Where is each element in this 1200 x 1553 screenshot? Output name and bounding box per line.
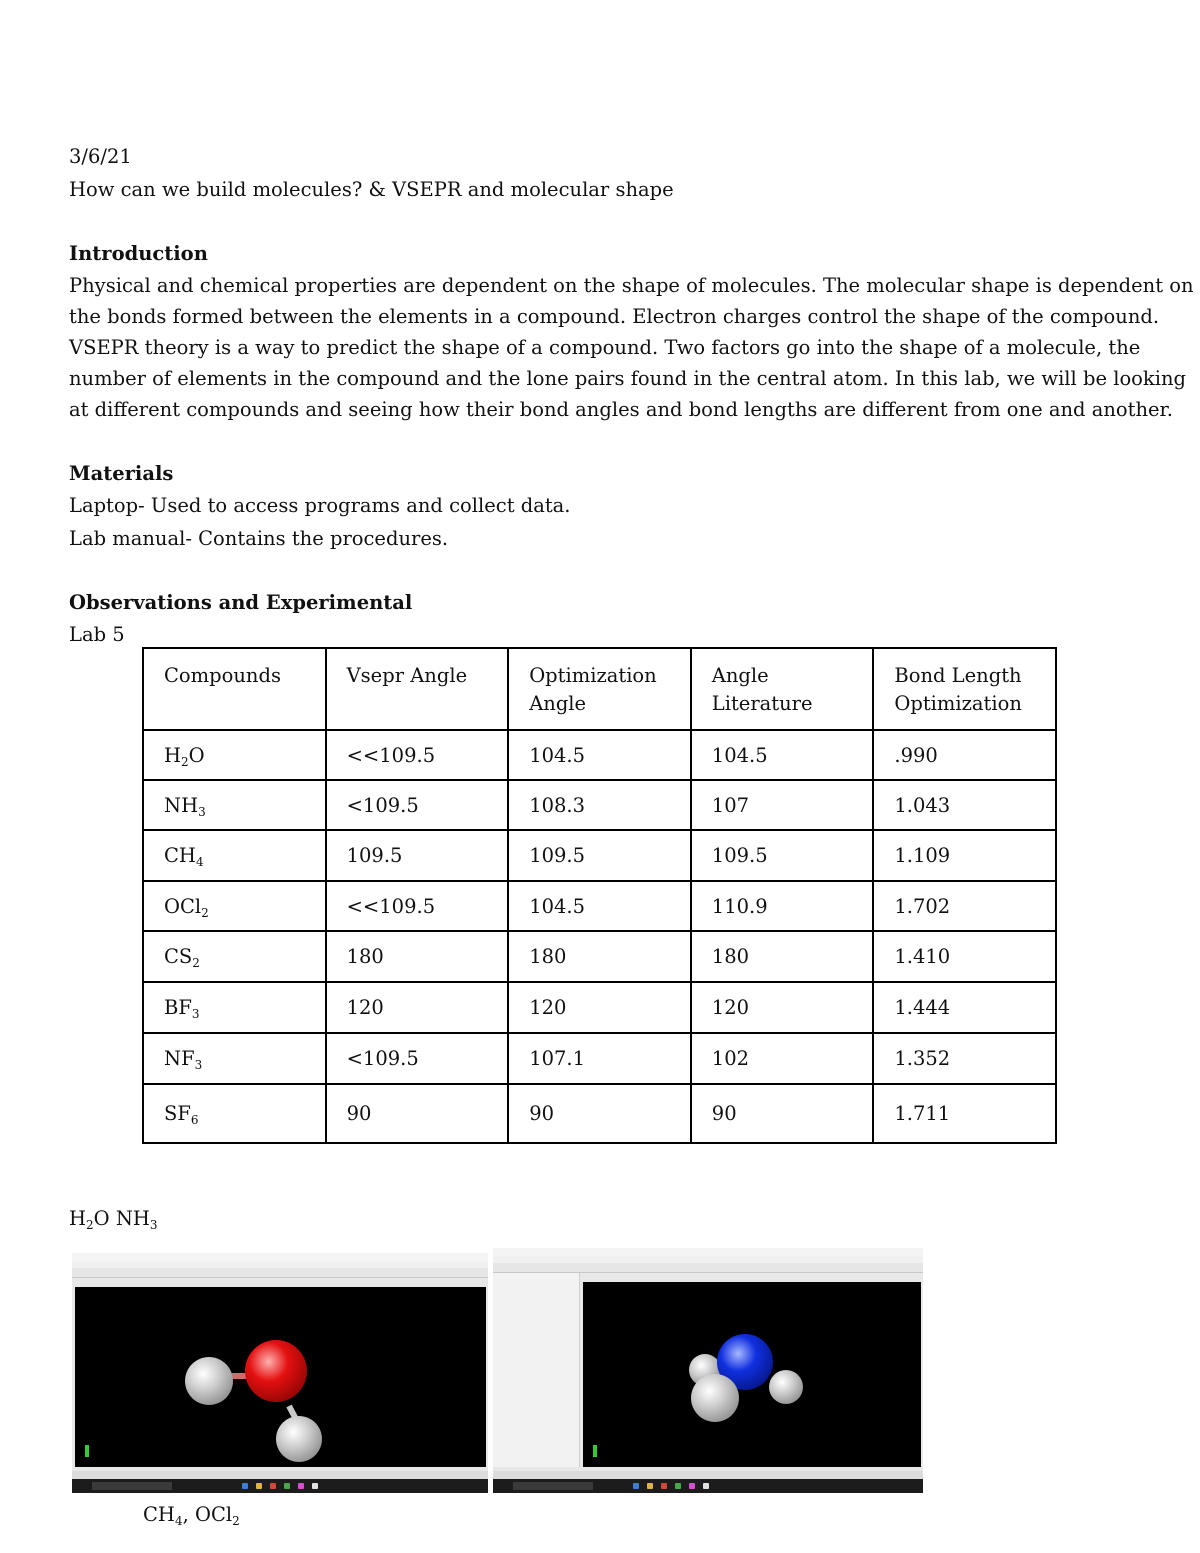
taskbar-app-icon	[298, 1483, 304, 1489]
taskbar-app-icon	[242, 1483, 248, 1489]
tool-settings-panel	[493, 1273, 580, 1467]
taskbar-app-icon	[270, 1483, 276, 1489]
taskbar-app-icon	[661, 1483, 667, 1489]
bond-cell: 1.444	[873, 982, 1056, 1033]
window-titlebar	[493, 1248, 923, 1256]
compound-cell: $CH_4$	[143, 830, 326, 881]
avogadro-screenshot-water	[72, 1253, 488, 1493]
lit-cell: 120	[691, 982, 874, 1033]
window-statusbar	[493, 1471, 923, 1479]
taskbar-app-icon	[284, 1483, 290, 1489]
introduction-heading: Introduction	[69, 242, 208, 265]
hydrogen-atom	[185, 1357, 233, 1405]
lit-cell: 104.5	[691, 730, 874, 780]
opt-cell: 109.5	[508, 830, 691, 881]
vsepr-cell: 120	[326, 982, 509, 1033]
compound-cell: $NH_3$	[143, 780, 326, 830]
header-cell: Bond Length Optimization	[873, 648, 1056, 730]
molecule-viewport	[583, 1282, 921, 1467]
compound-cell: $NF_3$	[143, 1033, 326, 1084]
taskbar-app-icon	[312, 1483, 318, 1489]
results-table	[142, 647, 1057, 1144]
window-toolbar	[493, 1263, 923, 1273]
taskbar-search	[92, 1482, 172, 1490]
taskbar-app-icon	[647, 1483, 653, 1489]
hydrogen-atom	[691, 1374, 739, 1422]
opt-cell: 104.5	[508, 881, 691, 931]
oxygen-atom	[245, 1340, 307, 1402]
opt-cell: 104.5	[508, 730, 691, 780]
vsepr-cell: <109.5	[326, 1033, 509, 1084]
observations-heading: Observations and Experimental	[69, 591, 413, 614]
bond-cell: 1.410	[873, 931, 1056, 982]
taskbar-app-icon	[256, 1483, 262, 1489]
taskbar-search	[513, 1482, 593, 1490]
table-row	[143, 780, 1056, 830]
compound-cell: $H_2O$	[143, 730, 326, 780]
compound-cell: $CS_2$	[143, 931, 326, 982]
opt-cell: 180	[508, 931, 691, 982]
compound-cell: $BF_3$	[143, 982, 326, 1033]
lit-cell: 107	[691, 780, 874, 830]
intro-line: at different compounds and seeing how their bond angles and bond lengths are different from one and another.	[69, 398, 1173, 421]
lab-label: Lab 5	[69, 623, 125, 646]
figure-caption-ch4-ocl2: $CH_4$, OCl$_2$	[143, 1503, 240, 1528]
table-row	[143, 830, 1056, 881]
window-statusbar	[72, 1471, 488, 1479]
lit-cell: 109.5	[691, 830, 874, 881]
materials-item: Laptop- Used to access programs and collect data.	[69, 494, 571, 517]
taskbar-app-icon	[675, 1483, 681, 1489]
table-row	[143, 881, 1056, 931]
vsepr-cell: <109.5	[326, 780, 509, 830]
materials-item: Lab manual- Contains the procedures.	[69, 527, 449, 550]
window-menubar	[493, 1256, 923, 1263]
window-toolbar	[72, 1268, 488, 1278]
vsepr-cell: 180	[326, 931, 509, 982]
avogadro-screenshot-ammonia	[493, 1248, 923, 1493]
bond-cell: 1.702	[873, 881, 1056, 931]
table-header-row	[143, 648, 1056, 730]
vsepr-cell: <<109.5	[326, 881, 509, 931]
table-row	[143, 1033, 1056, 1084]
windows-taskbar	[493, 1479, 923, 1493]
lit-cell: 102	[691, 1033, 874, 1084]
bond-cell: 1.109	[873, 830, 1056, 881]
intro-line: the bonds formed between the elements in a compound. Electron charges control the shape of the compound.	[69, 305, 1160, 328]
vsepr-cell: 90	[326, 1084, 509, 1143]
lit-cell: 90	[691, 1084, 874, 1143]
compound-cell: $SF_6$	[143, 1084, 326, 1143]
opt-cell: 108.3	[508, 780, 691, 830]
hydrogen-atom	[769, 1370, 803, 1404]
bond-cell: 1.043	[873, 780, 1056, 830]
intro-line: number of elements in the compound and the lone pairs found in the central atom. In this lab, we will be looking	[69, 367, 1187, 390]
document-title: How can we build molecules? & VSEPR and molecular shape	[69, 178, 674, 201]
lit-cell: 110.9	[691, 881, 874, 931]
window-menubar	[72, 1261, 488, 1268]
compound-cell: OCl$_2$	[143, 881, 326, 931]
intro-line: Physical and chemical properties are dependent on the shape of molecules. The molecular shape is dependent on	[69, 274, 1194, 297]
figure-caption-h2o-nh3: $H_2O$ $NH_3$	[69, 1207, 158, 1232]
window-titlebar	[72, 1253, 488, 1261]
axis-indicator	[85, 1445, 89, 1457]
intro-line: VSEPR theory is a way to predict the shape of a compound. Two factors go into the shape of a molecule, the	[69, 336, 1141, 359]
axis-indicator	[593, 1445, 597, 1457]
header-cell: Compounds	[143, 648, 326, 730]
vsepr-cell: <<109.5	[326, 730, 509, 780]
table-row	[143, 931, 1056, 982]
header-cell: Optimization Angle	[508, 648, 691, 730]
table-row	[143, 1084, 1056, 1143]
opt-cell: 107.1	[508, 1033, 691, 1084]
taskbar-app-icon	[633, 1483, 639, 1489]
materials-heading: Materials	[69, 462, 174, 485]
header-cell: Angle Literature	[691, 648, 874, 730]
bond-cell: .990	[873, 730, 1056, 780]
date-line: 3/6/21	[69, 145, 132, 168]
windows-taskbar	[72, 1479, 488, 1493]
bond-cell: 1.352	[873, 1033, 1056, 1084]
taskbar-app-icon	[689, 1483, 695, 1489]
taskbar-app-icon	[703, 1483, 709, 1489]
table-row	[143, 730, 1056, 780]
table-row	[143, 982, 1056, 1033]
opt-cell: 120	[508, 982, 691, 1033]
vsepr-cell: 109.5	[326, 830, 509, 881]
molecule-viewport	[75, 1287, 486, 1467]
header-cell: Vsepr Angle	[326, 648, 509, 730]
bond-cell: 1.711	[873, 1084, 1056, 1143]
lit-cell: 180	[691, 931, 874, 982]
introduction-paragraph	[69, 270, 1194, 425]
opt-cell: 90	[508, 1084, 691, 1143]
hydrogen-atom	[276, 1416, 322, 1462]
